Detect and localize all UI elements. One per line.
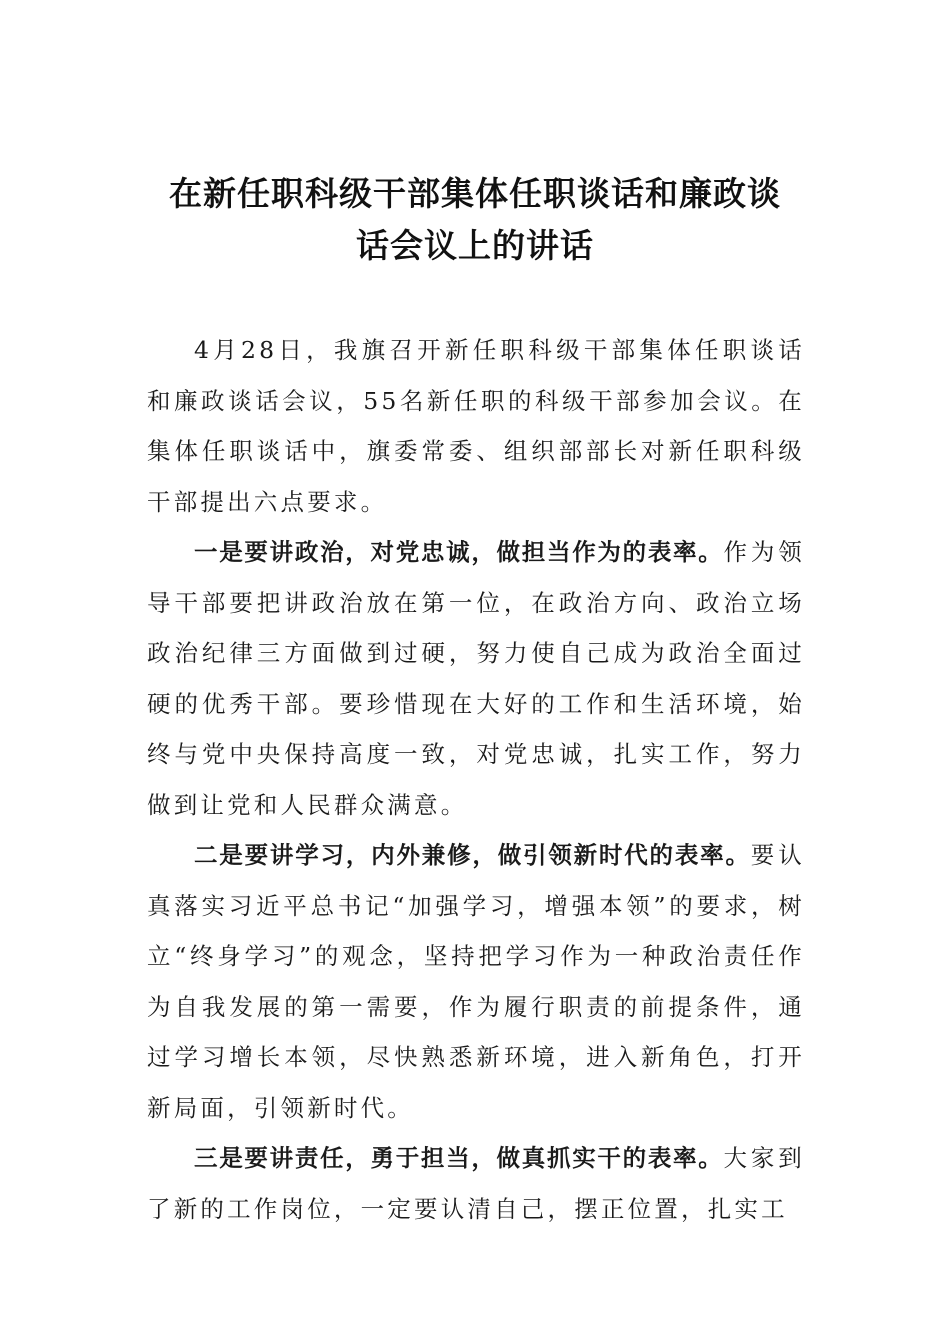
- paragraph-text: 作为领导干部要把讲政治放在第一位，在政治方向、政治立场政治纪律三方面做到过硬，努力使自己成为政治全面过硬的优秀干部。要珍惜现在大好的工作和生活环境，始终与党中央保持高度一致，对党忠诚，扎实工作，努力做到让党和人民群众满意。: [147, 538, 805, 819]
- paragraph-text: 4月28日，我旗召开新任职科级干部集体任职谈话和廉政谈话会议，55名新任职的科级干部参加会议。在集体任职谈话中，旗委常委、组织部部长对新任职科级干部提出六点要求。: [147, 336, 805, 516]
- paragraph-lead: 一是要讲政治，对党忠诚，做担当作为的表率。: [194, 538, 724, 566]
- paragraph-lead: 三是要讲责任，勇于担当，做真抓实干的表率。: [194, 1144, 724, 1172]
- title-line-1: 在新任职科级干部集体任职谈话和廉政谈: [169, 174, 781, 213]
- paragraph-text: 大家到了新的工作岗位，一定要认清自己，摆正位置，扎实工: [147, 1144, 805, 1223]
- document-body: [147, 325, 805, 1234]
- paragraph-point-2: [147, 830, 805, 1133]
- paragraph-text: 要认真落实习近平总书记“加强学习，增强本领”的要求，树立“终身学习”的观念，坚持把学习作为一种政治责任作为自我发展的第一需要，作为履行职责的前提条件，通过学习增长本领，尽快熟悉新环境，进入新角色，打开新局面，引领新时代。: [147, 841, 806, 1122]
- paragraph-point-3: [147, 1133, 805, 1234]
- paragraph-point-1: [147, 527, 805, 830]
- document-title: [140, 168, 810, 272]
- paragraph-lead: 二是要讲学习，内外兼修，做引领新时代的表率。: [194, 841, 751, 869]
- paragraph-intro: [147, 325, 805, 527]
- title-line-2: 话会议上的讲话: [356, 226, 594, 265]
